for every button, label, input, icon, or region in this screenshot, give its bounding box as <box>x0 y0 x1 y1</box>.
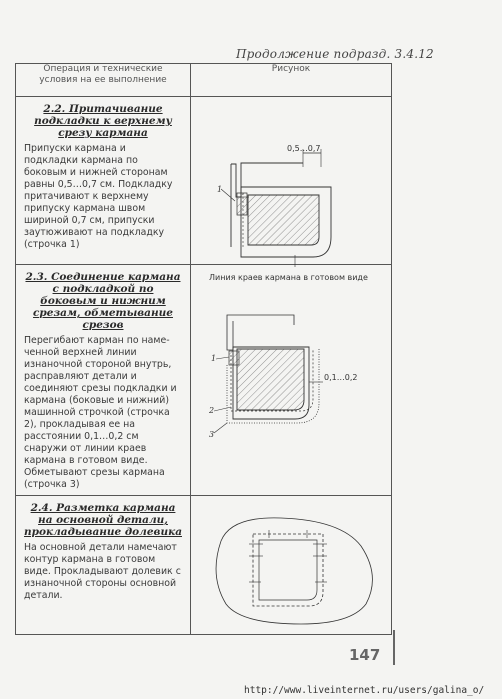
section-body-2-4: На основной детали намечают контур кармана в готовом виде. Прокладывают долевик с изнаночной стороны основной детали. <box>24 542 181 601</box>
stitch-marker-1: 1 <box>217 185 223 194</box>
lining-hatched-area-2 <box>237 349 304 410</box>
figure-pocket-lining-joined <box>191 265 392 493</box>
column-header-operation <box>16 64 191 97</box>
column-header-figure: Рисунок <box>191 64 392 97</box>
section-title-2-2: 2.2. Притачивание подкладки к верхнему срезу кармана <box>34 103 172 139</box>
operation-cell-2-2 <box>16 97 191 265</box>
table-row-2-3 <box>16 265 392 496</box>
figure-pocket-marking <box>191 496 392 634</box>
stitch-marker-3: 3 <box>209 430 215 439</box>
figure-cell-2-4 <box>191 496 392 635</box>
pocket-contour <box>253 534 323 606</box>
stitch-marker-1: 1 <box>211 354 217 363</box>
continuation-header: Продолжение подразд. 3.4.12 <box>236 47 434 61</box>
column-header-operation-text: Операция и технические условия на ее выполнение <box>39 64 167 85</box>
figure-cell-2-3 <box>191 265 392 496</box>
page-number: 147 <box>349 646 381 664</box>
operation-cell-2-4 <box>16 496 191 635</box>
dimension-label-0-5-0-7: 0,5…0,7 <box>287 144 321 153</box>
figure-pocket-lining-attached <box>191 97 392 282</box>
table-row-2-2 <box>16 97 392 265</box>
lining-hatched-area <box>248 195 319 245</box>
operations-table <box>15 63 392 635</box>
source-url: http://www.liveinternet.ru/users/galina_o/ <box>244 685 485 696</box>
figure-cell-2-2 <box>191 97 392 282</box>
operation-cell-2-3 <box>16 265 191 496</box>
dimension-label-0-1-0-2: 0,1…0,2 <box>324 373 358 382</box>
page-number-bar <box>393 630 395 665</box>
section-title-2-4: 2.4. Разметка кармана на основной детали, прокладывание долевика <box>24 502 182 538</box>
figure-caption-2-2: Линия краев кармана в готовом виде <box>209 273 368 282</box>
section-body-2-2: Припуски кармана и подкладки кармана по боковым и нижней сторонам равны 0,5…0,7 см. Подкладку притачивают к верхнему припуску кармана швом шириной 0,7 см, припуски заутюживают на подкладку (строчка 1) <box>24 143 173 250</box>
section-title-2-3: 2.3. Соединение кармана с подкладкой по боковым и нижним срезам, обметывание срезов <box>25 271 181 331</box>
stitch-marker-2: 2 <box>209 406 215 415</box>
table-row-2-4 <box>16 496 392 635</box>
section-body-2-3: Перегибают карман по намеченной верхней линии изнаночной стороной внутрь, расправляют детали и соединяют срезы подкладки и кармана (боковые и нижний) машинной строчкой (строчка 2), прокладывая ее на расстоянии 0,1…0,2 см снаружи от линии краев кармана в готовом виде. Обметывают срезы кармана (строчка 3) <box>24 335 177 490</box>
table-header-row <box>16 64 392 97</box>
